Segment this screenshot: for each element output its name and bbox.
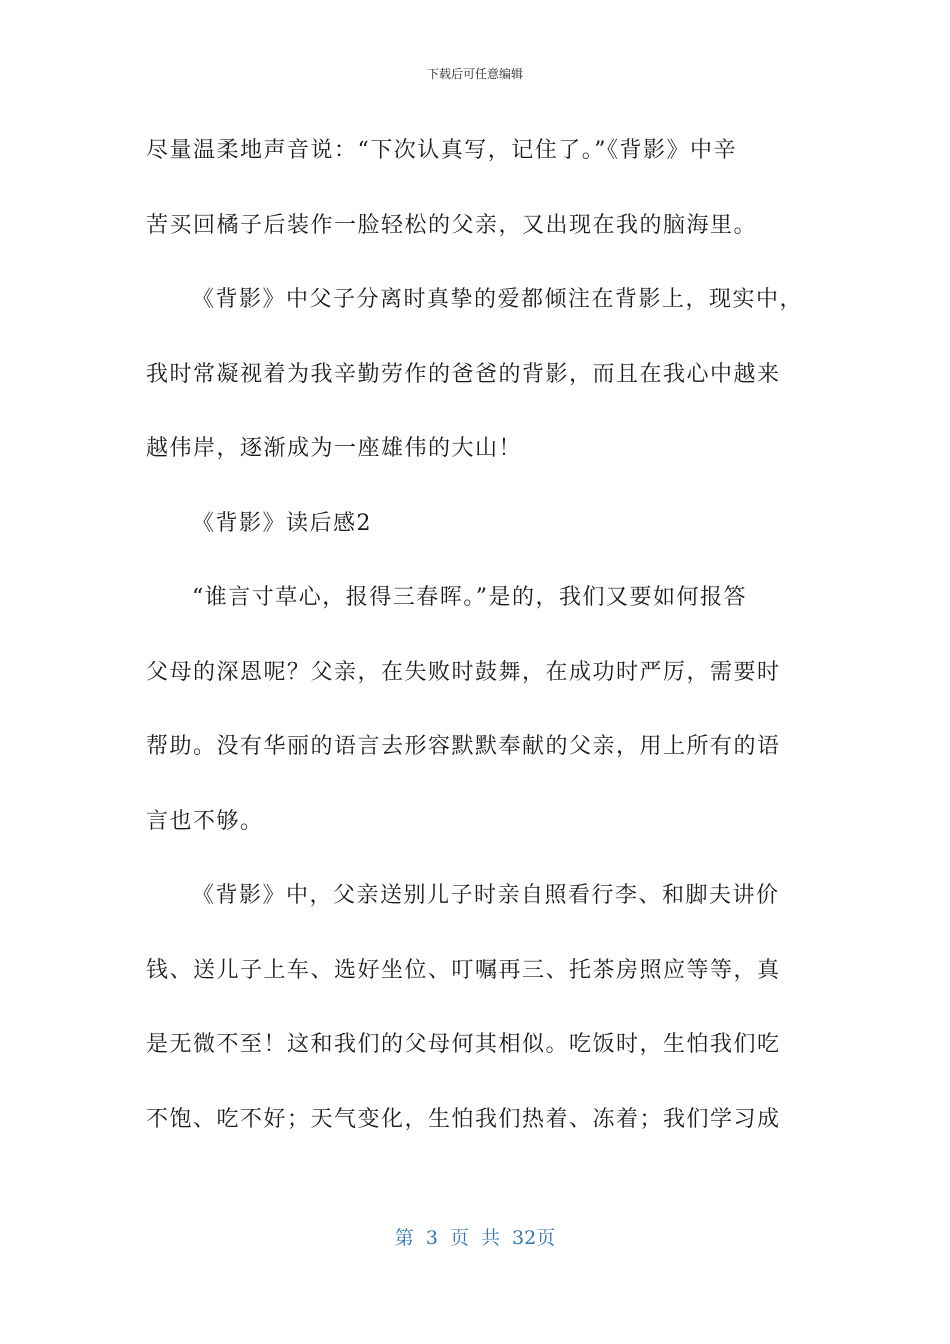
text-line: 是无微不至！这和我们的父母何其相似。吃饭时，生怕我们吃 (146, 1032, 781, 1057)
text-line: 言也不够。 (146, 808, 264, 834)
text-line: 父母的深恩呢？父亲，在失败时鼓舞，在成功时严厉，需要时 (146, 659, 781, 685)
text-line: 钱、送儿子上车、选好坐位、叮嘱再三、托茶房照应等等，真 (146, 957, 781, 983)
text-line: 帮助。没有华丽的语言去形容默默奉献的父亲，用上所有的语 (146, 734, 781, 759)
page-number-footer: 第 3 页 共 32页 (394, 1227, 556, 1249)
paragraph-start-line: 《背影》中父子分离时真挚的爱都倾注在背影上，现实中， (192, 287, 804, 312)
text-line: 苦买回橘子后装作一脸轻松的父亲，又出现在我的脑海里。 (146, 212, 758, 238)
paragraph-start-line: “谁言寸草心，报得三春晖。”是的，我们又要如何报答 (192, 585, 747, 610)
paragraph-start-line: 《背影》中，父亲送别儿子时亲自照看行李、和脚夫讲价 (192, 883, 780, 908)
section-title: 《背影》读后感2 (192, 510, 372, 536)
text-line: 尽量温柔地声音说：“下次认真写，记住了。”《背影》中辛 (146, 138, 737, 163)
page-header-note: 下载后可任意编辑 (426, 67, 523, 81)
text-line: 不饱、吃不好；天气变化，生怕我们热着、冻着；我们学习成 (146, 1106, 781, 1132)
text-line: 越伟岸，逐渐成为一座雄伟的大山！ (146, 436, 523, 461)
text-line: 我时常凝视着为我辛勤劳作的爸爸的背影，而且在我心中越来 (146, 361, 781, 387)
document-body (146, 114, 808, 1157)
